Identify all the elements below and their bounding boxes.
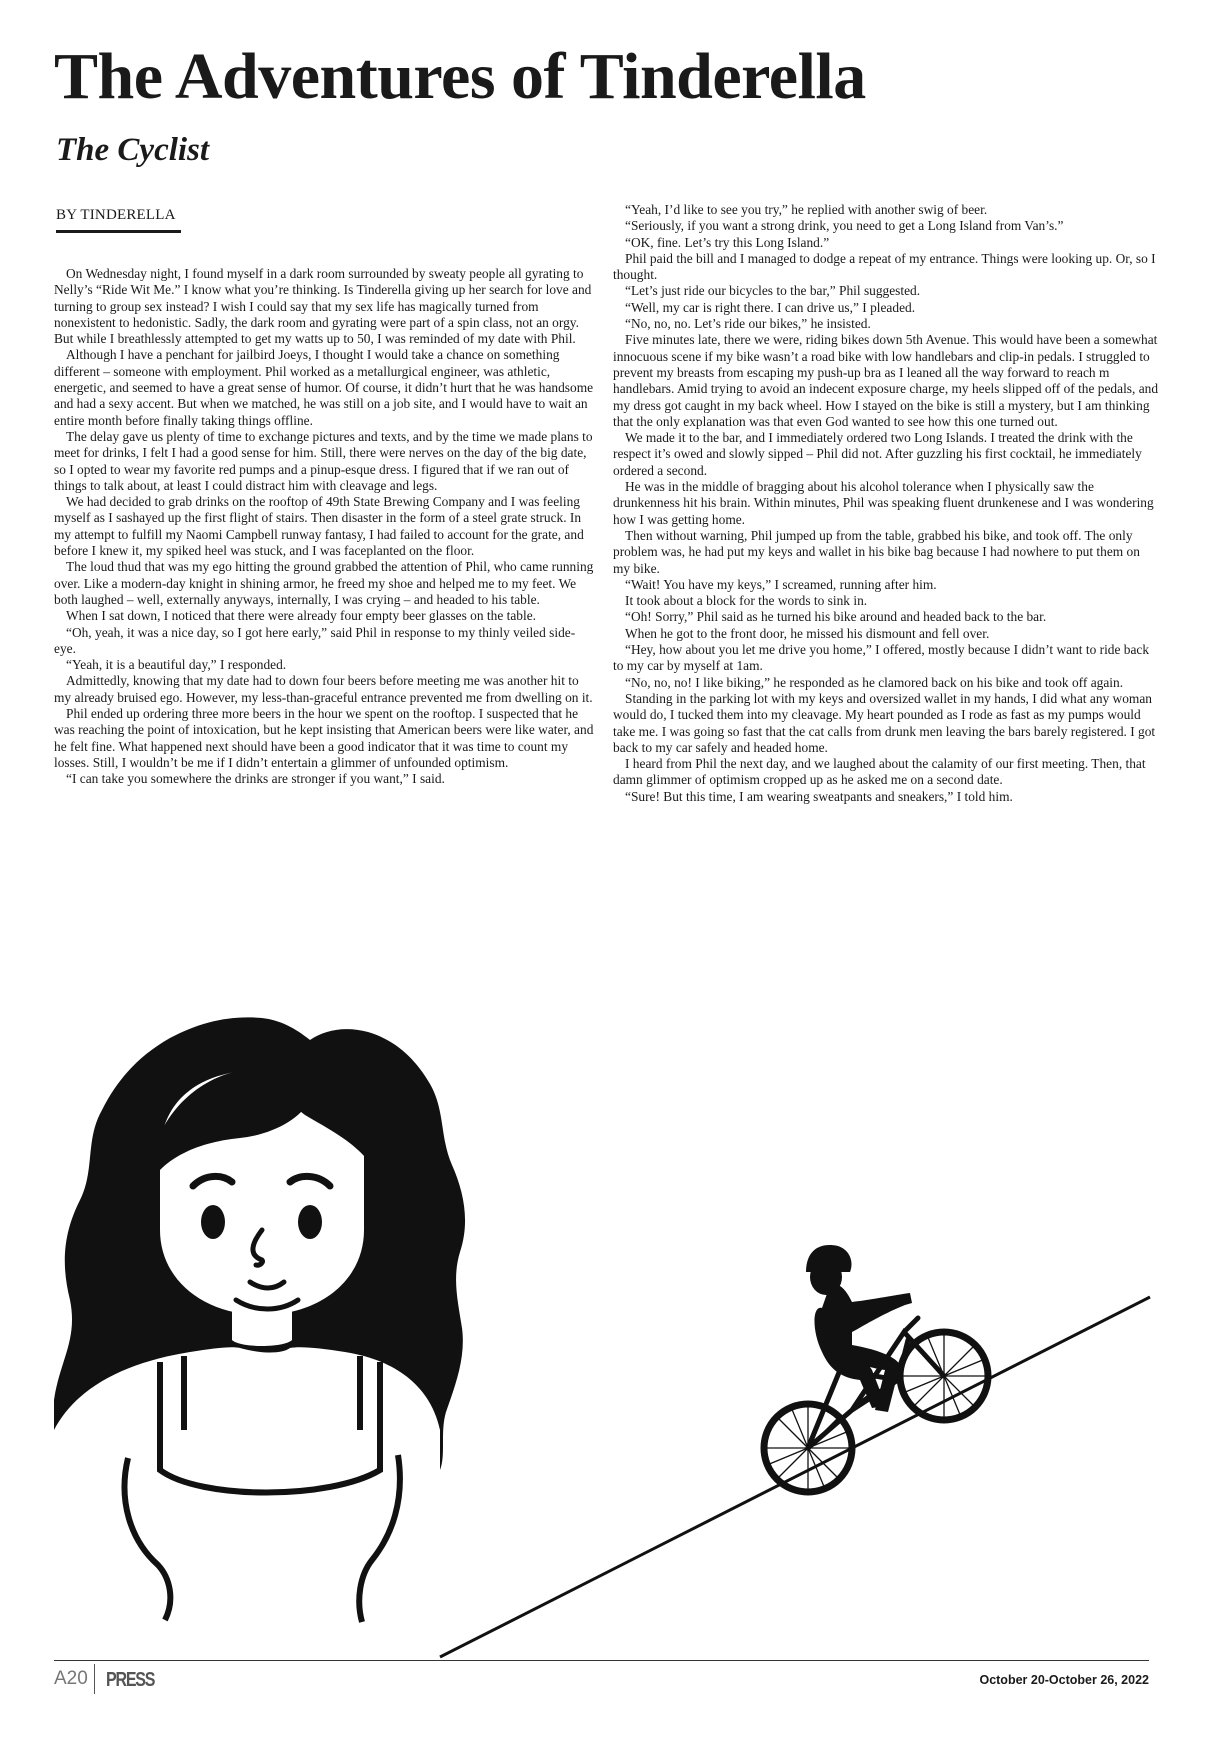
paragraph: “Yeah, it is a beautiful day,” I responded. bbox=[66, 657, 287, 673]
left-eye bbox=[201, 1205, 225, 1239]
paragraph: “OK, fine. Let’s try this Long Island.” bbox=[625, 234, 830, 250]
paragraph: I heard from Phil the next day, and we laughed about the calamity of our first meeting. Then, that damn glimmer of optimism cropped up as he asked me on a second date. bbox=[613, 756, 1146, 788]
article-subtitle: The Cyclist bbox=[56, 132, 210, 168]
paragraph: Admittedly, knowing that my date had to down four beers before meeting me was another hit to my already bruised ego. However, my less-than-graceful entrance prevented me from dwelling on it. bbox=[54, 673, 593, 705]
woman-illustration bbox=[54, 1017, 465, 1660]
paragraph: Phil paid the bill and I managed to dodge a repeat of my entrance. Things were looking up. Or, so I thought. bbox=[613, 250, 1156, 283]
paragraph: He was in the middle of bragging about his alcohol tolerance when I physically saw the drunkenness hit his brain. Within minutes, Phil was speaking fluent drunkenese and I was wondering how I was getting home. bbox=[613, 479, 1154, 527]
paragraph: “Well, my car is right there. I can drive us,” I pleaded. bbox=[625, 299, 916, 315]
publication-logo bbox=[106, 1666, 166, 1694]
paragraph: “No, no, no. Let’s ride our bikes,” he insisted. bbox=[625, 316, 871, 332]
paragraph: “Sure! But this time, I am wearing sweatpants and sneakers,” I told him. bbox=[625, 788, 1013, 804]
paragraph: On Wednesday night, I found myself in a dark room surrounded by sweaty people all gyrating to Nelly’s “Ride Wit Me.” I know what you’re thinking. Is Tinderella giving up her search for love and turning to group sex instead? I wish I could say that my sex life has magically turned from nonexistent to hedonistic. Sadly, the dark room and gyrating were part of a spin class, not an orgy. But while I breathlessly attempted to get my watts up to 50, I was reminded of my date with Phil. bbox=[54, 266, 592, 347]
paragraph: “Wait! You have my keys,” I screamed, running after him. bbox=[625, 576, 937, 592]
paragraph: “Oh, yeah, it was a nice day, so I got here early,” said Phil in response to my thinly veiled side-eye. bbox=[54, 624, 576, 656]
paragraph: We had decided to grab drinks on the rooftop of 49th State Brewing Company and I was feeling myself as I sashayed up the first flight of stairs. Then disaster in the form of a steel grate struck. In my attempt to fulfill my Naomi Campbell runway fantasy, I had failed to account for the grate, and before I knew it, my spiked heel was stuck, and I was faceplanted on the floor. bbox=[54, 494, 584, 559]
paragraph: When I sat down, I noticed that there were already four empty beer glasses on the table. bbox=[66, 608, 536, 624]
paragraph: “Hey, how about you let me drive you home,” I offered, mostly because I didn’t want to ride back to my car by myself at 1am. bbox=[613, 642, 1150, 674]
article-column-2 bbox=[613, 202, 1160, 805]
paragraph: Phil ended up ordering three more beers in the hour we spent on the rooftop. I suspected that he was reaching the point of intoxication, but he kept insisting that American beers were like water, and he felt fine. What happened next should have been a good indicator that it was time to count my losses. Still, I wouldn’t be me if I didn’t entertain a glimmer of unfounded optimism. bbox=[54, 706, 594, 770]
slope-line bbox=[440, 1297, 1150, 1657]
paragraph: The loud thud that was my ego hitting the ground grabbed the attention of Phil, who came running over. Like a modern-day knight in shining armor, he freed my shoe and helped me to my feet. We both laughed – well, externally anyways, internally, I was crying – and headed to his table. bbox=[54, 559, 594, 607]
paragraph: “Seriously, if you want a strong drink, you need to get a Long Island from Van’s.” bbox=[625, 218, 1064, 234]
paragraph: Although I have a penchant for jailbird Joeys, I thought I would take a chance on something different – someone with employment. Phil worked as a metallurgical engineer, was athletic, energetic, and seemed to have a great sense of humor. Of course, it didn’t hurt that he was handsome and had a sexy accent. But when we matched, he was still on a job site, and I would have to wait an entire month before finally taking things offline. bbox=[54, 347, 594, 428]
paragraph: “No, no, no! I like biking,” he responded as he clamored back on his bike and took off again. bbox=[625, 674, 1124, 690]
paragraph: We made it to the bar, and I immediately ordered two Long Islands. I treated the drink with the respect it’s owed and slowly sipped – Phil did not. After guzzling his first cocktail, he immediately ordered a second. bbox=[613, 430, 1142, 478]
paragraph: “I can take you somewhere the drinks are stronger if you want,” I said. bbox=[66, 771, 445, 787]
page-number: A20 bbox=[54, 1668, 88, 1689]
byline-rule bbox=[56, 230, 181, 233]
logo-text: PRESS bbox=[106, 1669, 155, 1691]
footer-separator bbox=[94, 1664, 95, 1694]
paragraph: “Let’s just ride our bicycles to the bar,” Phil suggested. bbox=[625, 283, 921, 299]
article-column-1 bbox=[54, 266, 594, 788]
cyclist-illustration bbox=[764, 1245, 988, 1492]
paragraph: Five minutes late, there we were, riding bikes down 5th Avenue. This would have been a somewhat innocuous scene if my bike wasn’t a road bike with low handlebars and clip-in pedals. I struggled to prevent my breasts from escaping my push-up bra as I leaned all the way forward to reach m handlebars. Amid trying to avoid an indecent exposure charge, my heels slipped off of the pedals, and my dress got caught in my back wheel. How I stayed on the bike is still a mystery, but I am thinking that the only explanation was that even God wanted to see how this one turned out. bbox=[613, 332, 1159, 429]
paragraph: “Yeah, I’d like to see you try,” he replied with another swig of beer. bbox=[625, 202, 988, 217]
paragraph: When he got to the front door, he missed his dismount and fell over. bbox=[625, 625, 990, 641]
right-eye bbox=[298, 1205, 322, 1239]
paragraph: Standing in the parking lot with my keys and oversized wallet in my hands, I did what any woman would do, I tucked them into my cleavage. My heart pounded as I rode as fast as my pumps would take me. I was going so fast that the cat calls from drunk men leaving the bars barely registered. I got back to my car safely and headed home. bbox=[613, 690, 1156, 755]
paragraph: Then without warning, Phil jumped up from the table, grabbed his bike, and took off. The only problem was, he had put my keys and wallet in his bike bag because I had nowhere to put them on my bike. bbox=[613, 527, 1140, 576]
illustration bbox=[0, 960, 1210, 1660]
byline: BY TINDERELLA bbox=[56, 207, 176, 223]
footer-rule bbox=[54, 1660, 1149, 1661]
paragraph: “Oh! Sorry,” Phil said as he turned his bike around and headed back to the bar. bbox=[625, 609, 1047, 625]
paragraph: It took about a block for the words to sink in. bbox=[625, 593, 868, 609]
paragraph: The delay gave us plenty of time to exchange pictures and texts, and by the time we made plans to meet for drinks, I felt I had a good sense for him. Still, there were nerves on the day of the big date, so I opted to wear my favorite red pumps and a pinup-esque dress. I figured that if we ran out of things to talk about, at least I could distract him with cleavage and legs. bbox=[54, 428, 593, 493]
issue-date: October 20-October 26, 2022 bbox=[979, 1673, 1149, 1687]
helmet-icon bbox=[806, 1245, 852, 1272]
article-title: The Adventures of Tinderella bbox=[54, 40, 866, 113]
